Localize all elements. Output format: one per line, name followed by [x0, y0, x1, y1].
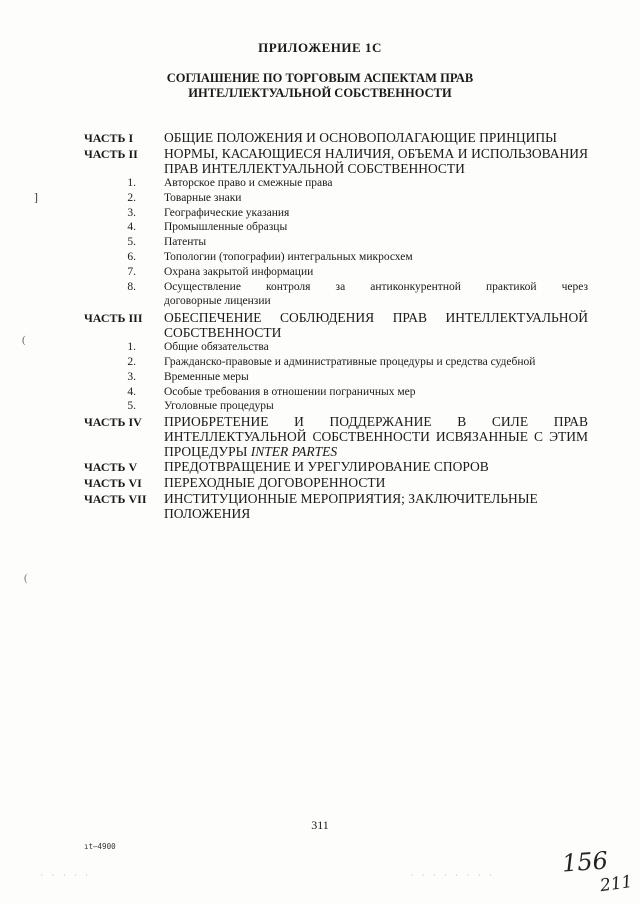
- item-number: 4.: [127, 385, 136, 398]
- page-number: 311: [311, 818, 329, 832]
- list-item: [84, 370, 588, 385]
- item-text: Географические указания: [164, 206, 290, 219]
- item-text: Особые требования в отношении пограничных мер: [164, 385, 416, 398]
- item-number: 7.: [127, 265, 136, 278]
- item-text: Патенты: [164, 236, 207, 249]
- item-text: Гражданско-правовые и административные процедуры и средства судебной: [164, 355, 536, 368]
- list-item: [84, 355, 588, 370]
- part-7: [84, 491, 588, 521]
- part-label: ЧАСТЬ VII: [84, 492, 147, 507]
- item-number: 8.: [127, 280, 136, 293]
- part-title-line: ОБЕСПЕЧЕНИЕ СОБЛЮДЕНИЯ ПРАВ ИНТЕЛЛЕКТУАЛЬНОЙ: [164, 310, 588, 326]
- item-text: [164, 280, 588, 310]
- part-title-line: ИНСТИТУЦИОННЫЕ МЕРОПРИЯТИЯ; ЗАКЛЮЧИТЕЛЬНЫЕ: [164, 491, 538, 507]
- item-text: Общие обязательства: [164, 341, 269, 354]
- part-1: [84, 130, 588, 146]
- list-item: [84, 191, 588, 206]
- part-label: ЧАСТЬ I: [84, 131, 134, 145]
- list-item: [84, 265, 588, 280]
- list-item: [84, 385, 588, 400]
- part-title-line: СОБСТВЕННОСТИ: [164, 325, 282, 341]
- item-number: 1.: [127, 177, 136, 189]
- part-label: ЧАСТЬ V: [84, 460, 138, 475]
- annex-heading: ПРИЛОЖЕНИЕ 1С: [258, 40, 382, 55]
- item-text-line: договорные лицензии: [164, 295, 271, 308]
- part-label: ЧАСТЬ II: [84, 147, 138, 161]
- part-3-items: [84, 340, 588, 414]
- part-title: [164, 146, 588, 176]
- item-text: Авторское право и смежные права: [164, 177, 333, 189]
- handwritten-number: 156: [561, 846, 609, 878]
- margin-scan-mark: (: [22, 334, 26, 346]
- part-title-line: ПРИОБРЕТЕНИЕ И ПОДДЕРЖАНИЕ В СИЛЕ ПРАВ: [164, 414, 588, 430]
- part-title: ОБЩИЕ ПОЛОЖЕНИЯ И ОСНОВОПОЛАГАЮЩИЕ ПРИНЦИПЫ: [164, 130, 557, 145]
- item-text: Промышленные образцы: [164, 221, 288, 234]
- part-title: [164, 491, 588, 521]
- item-number: 4.: [127, 221, 136, 234]
- part-6: [84, 475, 588, 491]
- list-item: [84, 399, 588, 414]
- list-item: [84, 220, 588, 235]
- table-of-contents: [84, 130, 588, 521]
- item-text: Охрана закрытой информации: [164, 265, 314, 278]
- item-number: 5.: [127, 236, 136, 249]
- part-title-prefix: ПРОЦЕДУРЫ: [164, 444, 251, 460]
- part-label: ЧАСТЬ VI: [84, 476, 142, 491]
- part-title-line: ПРАВ ИНТЕЛЛЕКТУАЛЬНОЙ СОБСТВЕННОСТИ: [164, 161, 465, 176]
- part-title-line: [164, 444, 588, 459]
- part-2: [84, 146, 588, 176]
- item-text-line: Осуществление контроля за антиконкурентной практикой через: [164, 280, 588, 293]
- margin-bracket-mark: ]: [34, 190, 38, 204]
- item-text: Топологии (топографии) интегральных микросхем: [164, 250, 413, 263]
- item-number: 5.: [127, 400, 136, 413]
- part-label: ЧАСТЬ IV: [84, 415, 142, 430]
- part-title: ПРЕДОТВРАЩЕНИЕ И УРЕГУЛИРОВАНИЕ СПОРОВ: [164, 459, 489, 475]
- document-title: [0, 71, 640, 101]
- item-number: 3.: [127, 370, 136, 383]
- footer-code: ıt—4900: [84, 842, 116, 851]
- part-title: [164, 310, 588, 340]
- scan-noise: · · · · · · · ·: [410, 872, 495, 879]
- part-title-latin: INTER PARTES: [250, 444, 338, 460]
- item-number: 2.: [127, 191, 136, 204]
- item-number: 1.: [127, 341, 136, 354]
- item-number: 6.: [127, 250, 136, 263]
- list-item: [84, 340, 588, 355]
- part-title-line: НОРМЫ, КАСАЮЩИЕСЯ НАЛИЧИЯ, ОБЪЕМА И ИСПОЛЬЗОВАНИЯ: [164, 146, 588, 161]
- title-line-2: ИНТЕЛЛЕКТУАЛЬНОЙ СОБСТВЕННОСТИ: [188, 86, 452, 100]
- handwritten-number: 211: [598, 871, 634, 897]
- part-5: [84, 459, 588, 475]
- part-label: ЧАСТЬ III: [84, 311, 143, 326]
- item-text: Уголовные процедуры: [164, 400, 274, 413]
- list-item: [84, 235, 588, 250]
- item-number: 2.: [127, 355, 136, 368]
- item-number: 3.: [127, 206, 136, 219]
- margin-scan-mark: (: [24, 572, 28, 584]
- scan-noise: · · · · ·: [40, 872, 91, 879]
- list-item: [84, 176, 588, 191]
- part-3: [84, 310, 588, 340]
- list-item: [84, 250, 588, 265]
- part-title: ПЕРЕХОДНЫЕ ДОГОВОРЕННОСТИ: [164, 475, 386, 491]
- part-title-line: ИНТЕЛЛЕКТУАЛЬНОЙ СОБСТВЕННОСТИ ИСВЯЗАННЫЕ С ЭТИМ: [164, 429, 588, 445]
- list-item: [84, 280, 588, 310]
- part-title-line: ПОЛОЖЕНИЯ: [164, 506, 251, 522]
- part-4: [84, 414, 588, 459]
- list-item: [84, 206, 588, 221]
- part-2-items: [84, 176, 588, 309]
- item-text: Временные меры: [164, 370, 249, 383]
- part-title: [164, 414, 588, 459]
- title-line-1: СОГЛАШЕНИЕ ПО ТОРГОВЫМ АСПЕКТАМ ПРАВ: [166, 71, 474, 85]
- item-text: Товарные знаки: [164, 191, 242, 204]
